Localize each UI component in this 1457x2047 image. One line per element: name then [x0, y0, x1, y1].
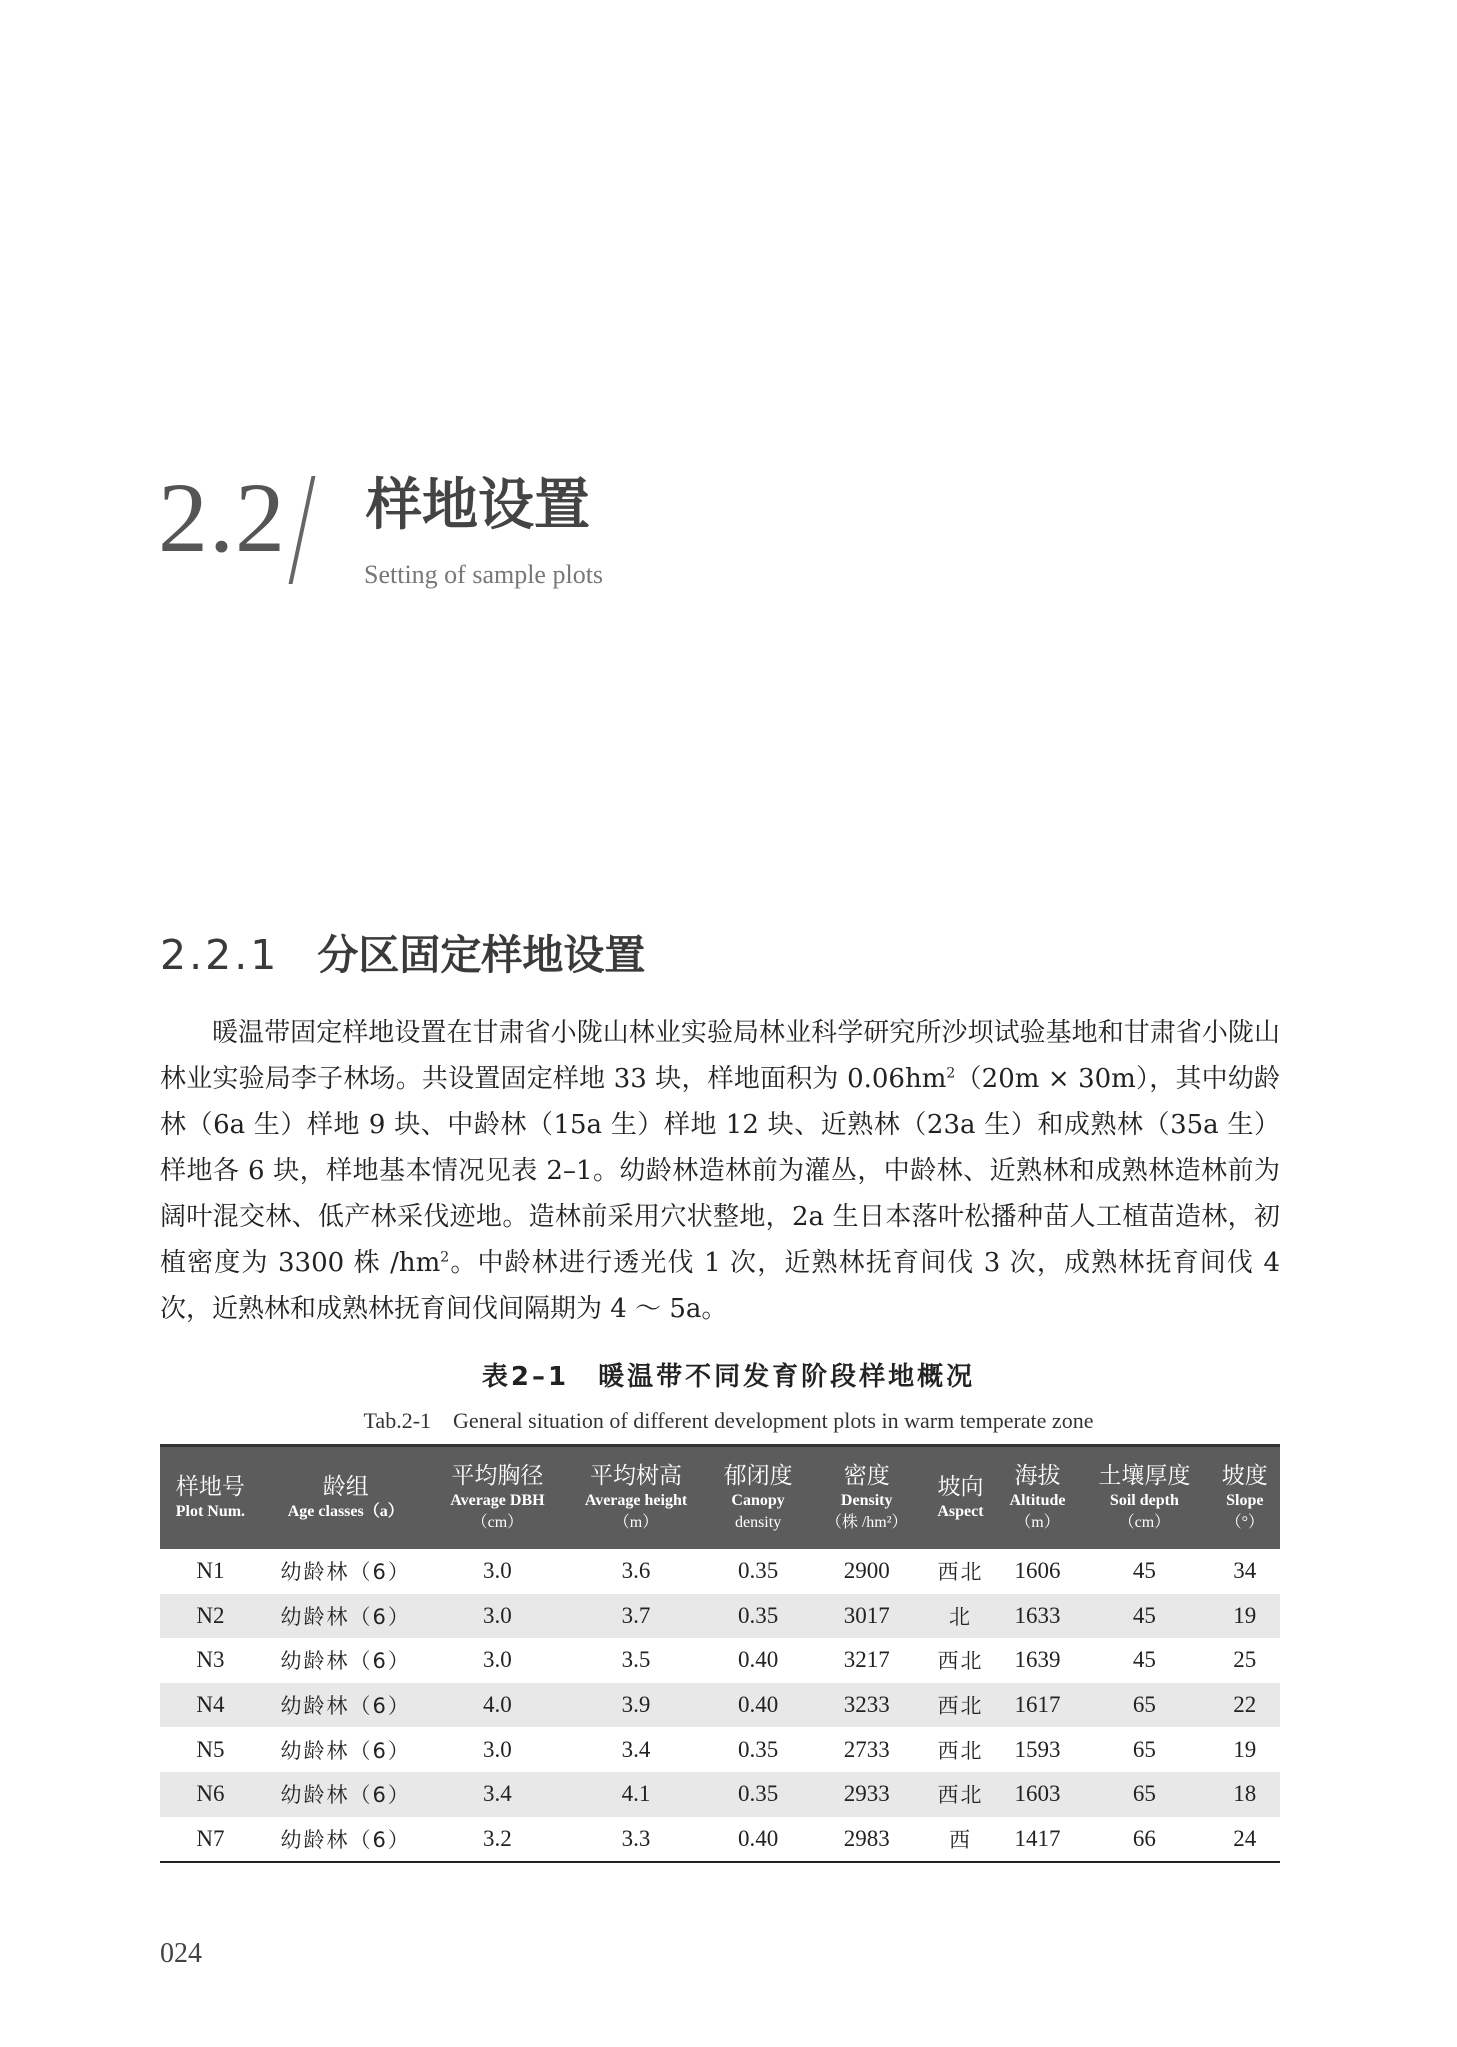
table-cell: N4: [196, 1692, 225, 1718]
column-header-unit: density: [734, 1514, 782, 1531]
table-cell: 北: [948, 1604, 972, 1629]
table-cell: N2: [196, 1602, 225, 1628]
column-header-cn: 土壤厚度: [1098, 1463, 1191, 1489]
column-header-en: Plot Num.: [175, 1503, 246, 1520]
table-cell: 1639: [1014, 1647, 1061, 1673]
table-cell: 0.40: [737, 1692, 779, 1718]
table-cell: 0.35: [737, 1736, 779, 1762]
table-cell: 25: [1233, 1647, 1257, 1673]
table-cell: 3.9: [621, 1692, 651, 1718]
table-cell: 65: [1132, 1692, 1156, 1718]
column-header-unit: （m）: [1015, 1514, 1060, 1531]
table-cell: N1: [196, 1558, 225, 1584]
column-header-en: Average DBH: [450, 1492, 545, 1509]
table-cell: 3.4: [483, 1781, 512, 1807]
table-cell: 4.0: [483, 1692, 512, 1718]
table-cell: 3.4: [621, 1736, 651, 1762]
table-cell: 1617: [1014, 1692, 1061, 1718]
chapter-title: 样地设置: [366, 473, 590, 538]
table-cell: 65: [1132, 1736, 1156, 1762]
column-header: [808, 1446, 925, 1550]
table-cell: 幼龄林（6）: [280, 1649, 411, 1674]
column-header-en: Altitude: [1009, 1492, 1066, 1509]
table-row: [160, 1817, 1280, 1863]
chapter-number: 2.2: [158, 462, 286, 573]
body-paragraph: [160, 1010, 1280, 1332]
column-header-cn: 海拔: [1014, 1463, 1061, 1489]
table-cell: N6: [196, 1781, 225, 1807]
column-header-cn: 平均树高: [590, 1463, 682, 1489]
column-header-cn: 龄组: [322, 1474, 369, 1500]
table-cell: 西北: [937, 1649, 984, 1674]
column-header: [708, 1446, 808, 1550]
table-row: [160, 1549, 1280, 1594]
column-header-en: Density: [840, 1492, 893, 1509]
table-cell: 幼龄林（6）: [280, 1738, 411, 1763]
table-cell: 0.35: [737, 1781, 779, 1807]
table-row: [160, 1638, 1280, 1683]
table-cell: 1603: [1014, 1781, 1061, 1807]
table-cell: 西北: [937, 1560, 984, 1585]
column-header-unit: （株 /hm²）: [825, 1514, 908, 1531]
column-header-cn: 平均胸径: [451, 1463, 544, 1489]
table-cell: 0.35: [737, 1602, 779, 1628]
table-cell: 2900: [843, 1558, 890, 1584]
column-header-en: Average height: [584, 1492, 688, 1509]
column-header: [1079, 1446, 1209, 1550]
table-cell: 西北: [937, 1694, 984, 1719]
table-cell: 1633: [1014, 1602, 1061, 1628]
table-cell: 3233: [843, 1692, 890, 1718]
paragraph-text-2: （20m × 30m），其中幼龄林（6a 生）样地 9 块、中龄林（15a 生）样地 12 块、近熟林（23a 生）和成熟林（35a 生）样地各 6 块，样地基本情况见表 2–1。幼龄林造林前为灌丛，中龄林、近熟林和成熟林造林前为阔叶混交林、低产林采伐迹地。造林前采用穴状整地，2a 生日本落叶松播种苗人工植苗造林，初植密度为 3300 株 /hm: [160, 1064, 1280, 1278]
table-cell: 3217: [843, 1647, 890, 1673]
column-header: [160, 1446, 261, 1550]
table-cell: 18: [1233, 1781, 1257, 1807]
column-header-unit: （°）: [1225, 1514, 1264, 1531]
table-cell: 1417: [1014, 1825, 1061, 1851]
section-heading: [160, 922, 645, 981]
column-header-cn: 郁闭度: [723, 1463, 793, 1489]
paragraph-text-3: 。中龄林进行透光伐 1 次，近熟林抚育间伐 3 次，成熟林抚育间伐 4 次，近熟林和成熟林抚育间伐间隔期为 4 ～ 5a。: [160, 1248, 1280, 1324]
table-cell: 西北: [937, 1783, 984, 1808]
table-caption-en: Tab.2-1 General situation of different development plots in warm temperate zone: [363, 1408, 1094, 1433]
column-header: [1210, 1446, 1280, 1550]
page-number: 024: [160, 1938, 202, 1969]
column-header: [261, 1446, 431, 1550]
table-cell: 4.1: [621, 1781, 651, 1807]
table-cell: N7: [196, 1825, 225, 1851]
column-header-en: Soil depth: [1109, 1492, 1179, 1509]
chapter-subtitle: Setting of sample plots: [364, 560, 604, 589]
table-row: [160, 1683, 1280, 1728]
table-cell: 24: [1233, 1825, 1257, 1851]
table-cell: 幼龄林（6）: [280, 1560, 411, 1585]
column-header: [431, 1446, 564, 1550]
section-title: 分区固定样地设置: [317, 931, 646, 979]
section-number: 2.2.1: [160, 931, 280, 979]
table-cell: 2983: [843, 1825, 890, 1851]
paragraph-text-1: 暖温带固定样地设置在甘肃省小陇山林业实验局林业科学研究所沙坝试验基地和甘肃省小陇山林业实验局李子林场。共设置固定样地 33 块，样地面积为 0.06hm: [160, 1018, 1280, 1094]
table-cell: 3017: [843, 1602, 890, 1628]
column-header: [564, 1446, 708, 1550]
table-cell: 1593: [1014, 1736, 1061, 1762]
table-header-row: [160, 1446, 1280, 1550]
table-cell: 3.3: [621, 1825, 651, 1851]
table-cell: 3.0: [483, 1602, 512, 1628]
table-cell: 3.0: [483, 1558, 512, 1584]
table-cell: 45: [1132, 1558, 1156, 1584]
table-cell: 3.7: [621, 1602, 651, 1628]
table-cell: 西北: [937, 1738, 984, 1763]
superscript-1: 2: [946, 1065, 956, 1082]
column-header-en: Slope: [1226, 1492, 1264, 1509]
table-cell: 1606: [1014, 1558, 1061, 1584]
table-cell: 3.0: [483, 1736, 512, 1762]
table-cell: 2933: [843, 1781, 890, 1807]
table-cell: 幼龄林（6）: [280, 1783, 411, 1808]
table-cell: N3: [196, 1647, 225, 1673]
column-header-cn: 坡向: [937, 1474, 984, 1500]
column-header-cn: 样地号: [175, 1474, 245, 1500]
table-cell: 3.0: [483, 1647, 512, 1673]
table-cell: 0.35: [737, 1558, 779, 1584]
column-header-unit: （m）: [613, 1514, 659, 1531]
table-cell: 22: [1233, 1692, 1257, 1718]
column-header-unit: （cm）: [471, 1514, 524, 1531]
table-row: [160, 1772, 1280, 1817]
table-cell: 66: [1132, 1825, 1156, 1851]
column-header: [996, 1446, 1079, 1550]
column-header-cn: 坡度: [1221, 1463, 1268, 1489]
plot-table: [160, 1444, 1280, 1863]
table-cell: 0.40: [737, 1825, 779, 1851]
table-row: [160, 1727, 1280, 1772]
table-cell: 34: [1233, 1558, 1257, 1584]
superscript-2: 2: [440, 1249, 450, 1266]
table-caption-cn: 表2–1 暖温带不同发育阶段样地概况: [481, 1362, 976, 1392]
table-cell: 3.2: [483, 1825, 512, 1851]
table-cell: 3.6: [621, 1558, 651, 1584]
table-cell: 45: [1132, 1647, 1156, 1673]
table-cell: N5: [196, 1736, 225, 1762]
table-cell: 65: [1132, 1781, 1156, 1807]
column-header-en: Age classes（a）: [287, 1503, 404, 1520]
table-cell: 3.5: [621, 1647, 651, 1673]
table-cell: 西: [948, 1827, 972, 1852]
table-cell: 2733: [843, 1736, 890, 1762]
column-header-cn: 密度: [843, 1463, 890, 1489]
column-header-unit: （cm）: [1118, 1514, 1171, 1531]
column-header: [925, 1446, 996, 1550]
table-body: [160, 1549, 1280, 1862]
table-cell: 19: [1233, 1602, 1257, 1628]
table-cell: 0.40: [737, 1647, 779, 1673]
table-cell: 幼龄林（6）: [280, 1694, 411, 1719]
column-header-en: Aspect: [937, 1503, 984, 1520]
table-row: [160, 1594, 1280, 1639]
column-header-en: Canopy: [731, 1492, 785, 1509]
chapter-divider-slash: [289, 476, 316, 584]
table-cell: 幼龄林（6）: [280, 1827, 411, 1852]
table-cell: 45: [1132, 1602, 1156, 1628]
table-cell: 19: [1233, 1736, 1257, 1762]
table-cell: 幼龄林（6）: [280, 1604, 411, 1629]
